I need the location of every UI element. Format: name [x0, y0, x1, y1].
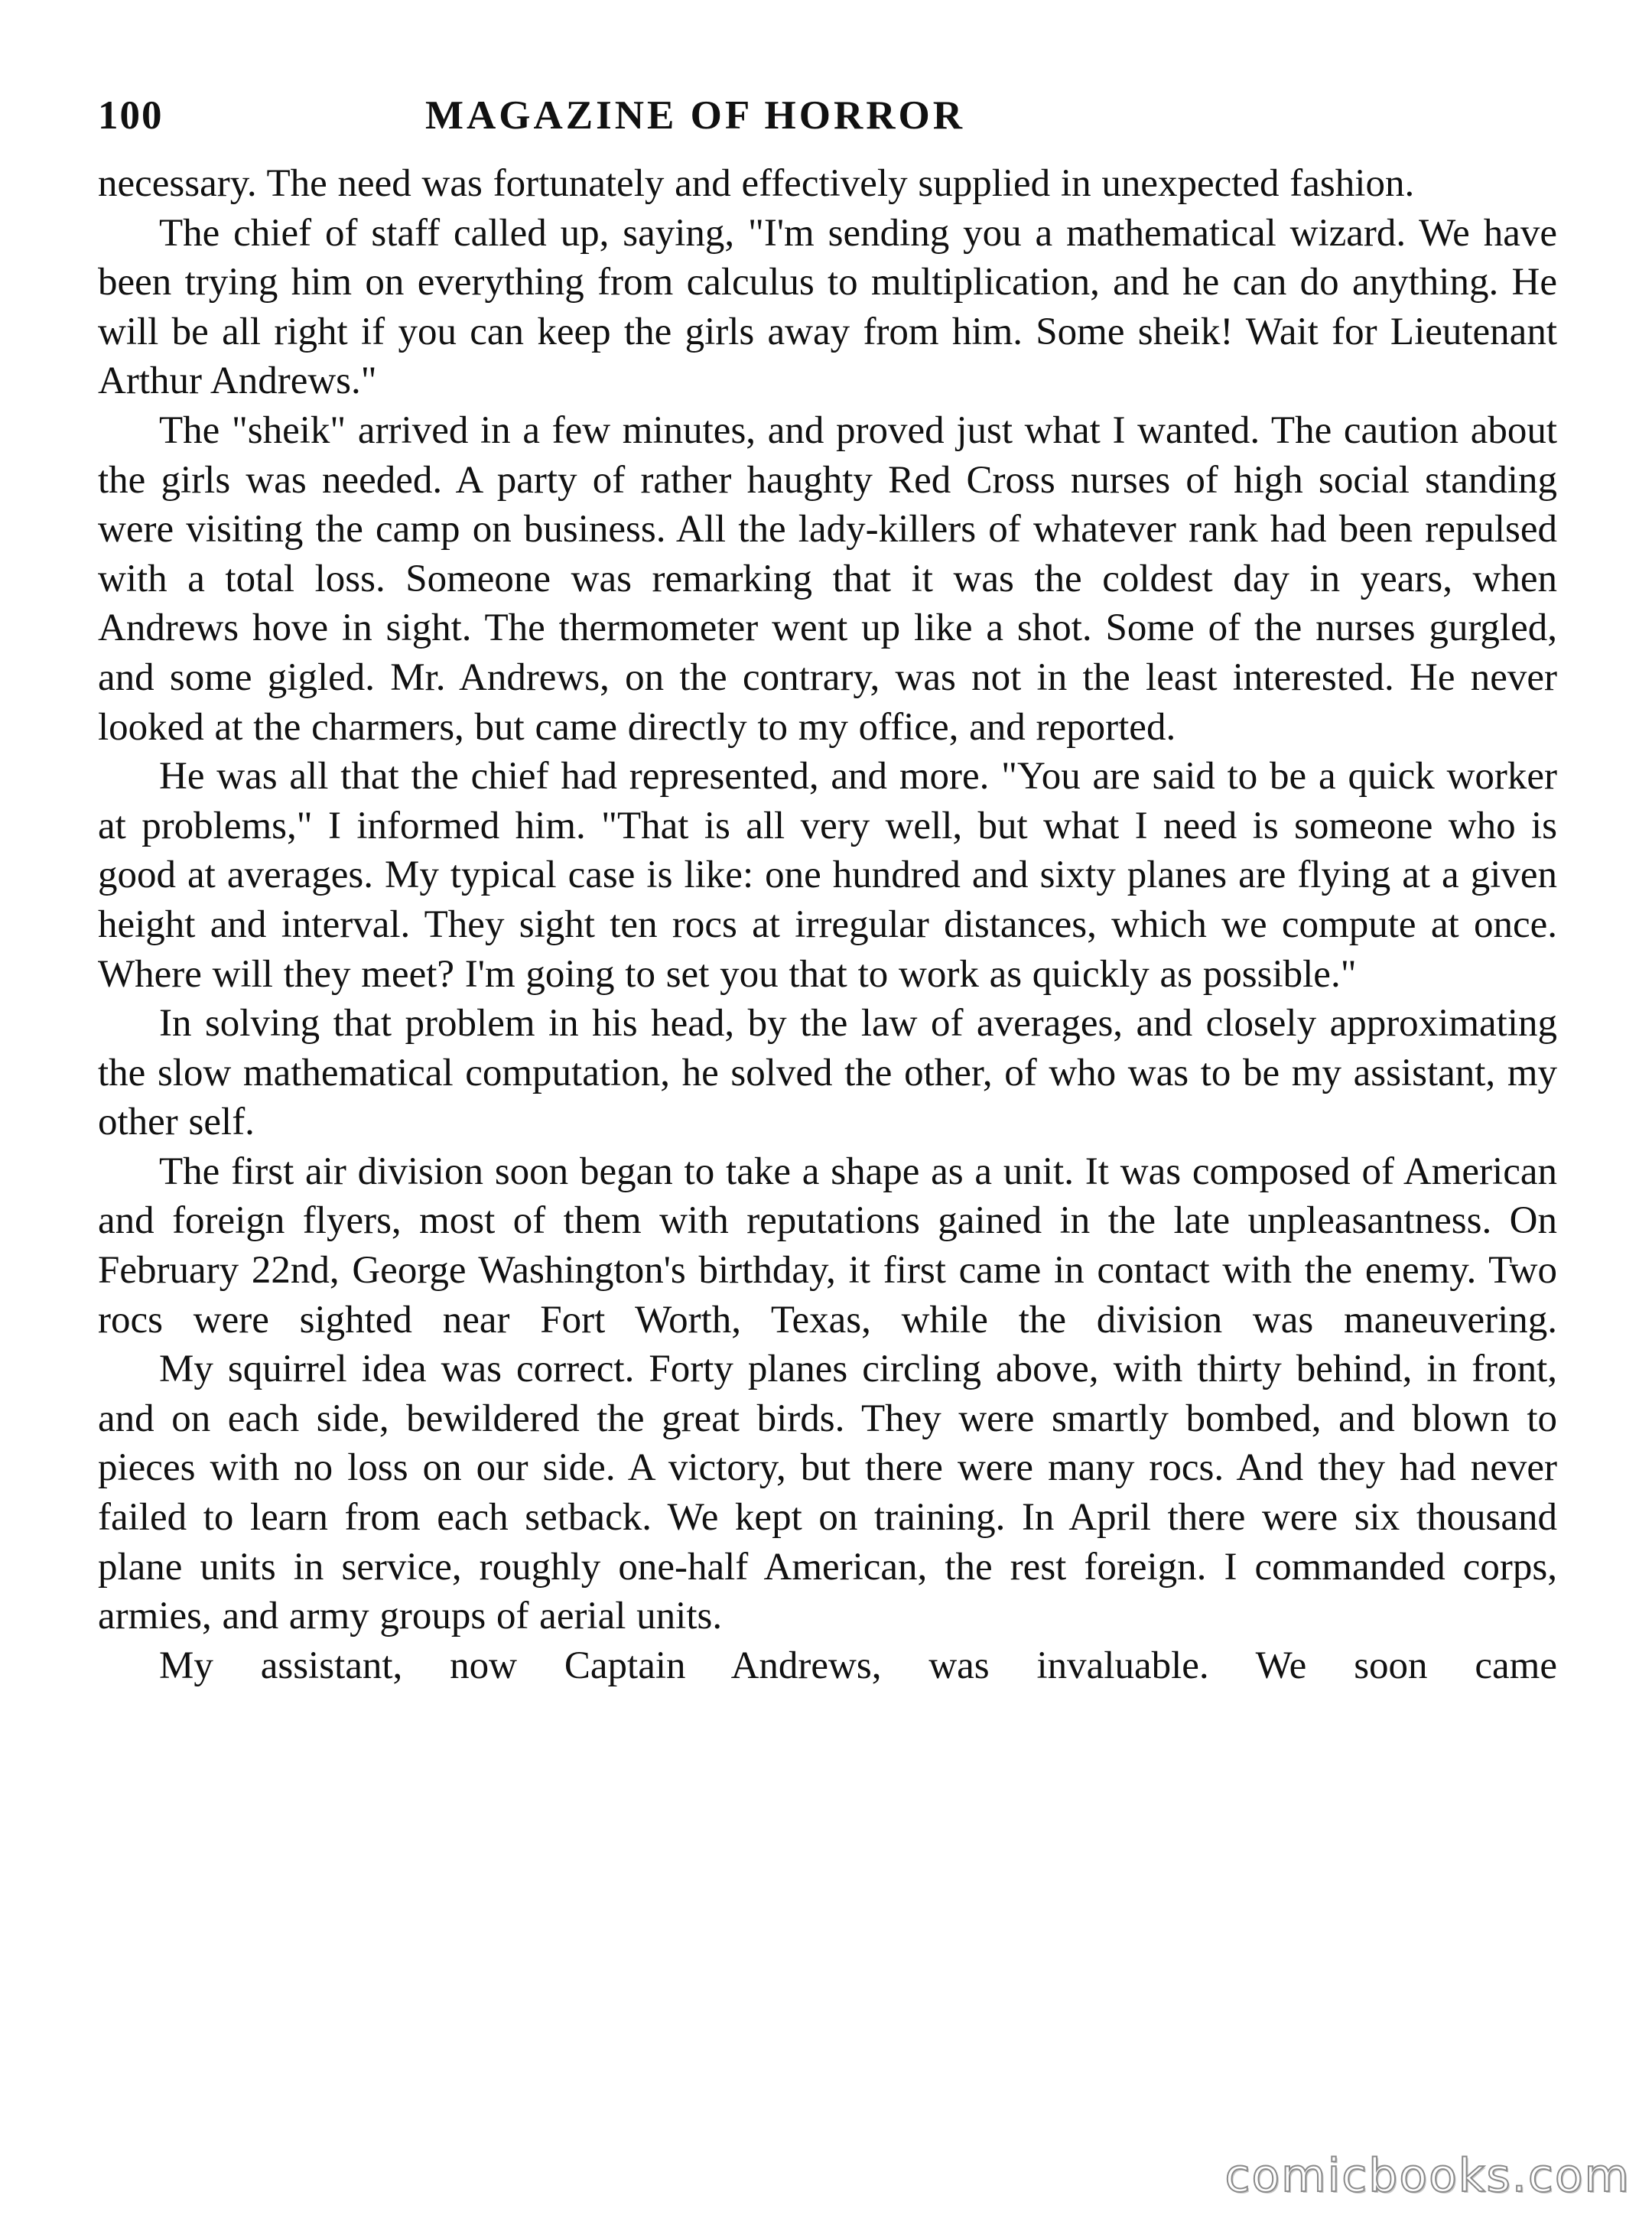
magazine-title: MAGAZINE OF HORROR [425, 93, 966, 138]
story-text [98, 159, 1557, 1690]
paragraph: The first air division soon began to take a shape as a unit. It was composed of American and foreign flyers, most of them with reputations gained in the late unpleasantness. On February 22nd, George Washington's birthday, it first came in contact with the enemy. Two rocs were sighted near Fort Worth, Texas, while the division was maneuvering. [98, 1150, 1557, 1342]
magazine-page [98, 83, 1557, 1690]
paragraph: He was all that the chief had represented, and more. "You are said to be a quick worker at problems," I informed him. "That is all very well, but what I need is someone who is good at averages. My typical case is like: one hundred and sixty planes are flying at a given height and interval. They sight ten rocs at irregular distances, which we compute at once. Where will they meet? I'm going to set you that to work as quickly as possible." [98, 755, 1557, 996]
page-number: 100 [98, 93, 164, 138]
paragraph: The chief of staff called up, saying, "I'm sending you a mathematical wizard. We have been trying him on everything from calculus to multiplication, and he can do anything. He will be all right if you can keep the girls away from him. Some sheik! Wait for Lieutenant Arthur Andrews." [98, 211, 1557, 403]
paragraph: necessary. The need was fortunately and effectively supplied in unexpected fashion. [98, 162, 1415, 205]
watermark-logo: comicbooks.com [1224, 2149, 1631, 2203]
paragraph: My assistant, now Captain Andrews, was invaluable. We soon came [159, 1644, 1557, 1687]
page-header [98, 83, 1557, 159]
paragraph: The "sheik" arrived in a few minutes, and proved just what I wanted. The caution about the girls was needed. A party of rather haughty Red Cross nurses of high social standing were visiting the camp on business. All the lady-killers of whatever rank had been repulsed with a total loss. Someone was remarking that it was the coldest day in years, when Andrews hove in sight. The thermometer went up like a shot. Some of the nurses gurgled, and some gigled. Mr. Andrews, on the contrary, was not in the least interested. He never looked at the charmers, but came directly to my office, and reported. [98, 408, 1557, 749]
paragraph: My squirrel idea was correct. Forty planes circling above, with thirty behind, in front, and on each side, bewildered the great birds. They were smartly bombed, and blown to pieces with no loss on our side. A victory, but there were many rocs. And they had never failed to learn from each setback. We kept on training. In April there were six thousand plane units in service, roughly one-half American, the rest foreign. I commanded corps, armies, and army groups of aerial units. [98, 1348, 1557, 1638]
paragraph: In solving that problem in his head, by the law of averages, and closely approximating the slow mathematical computation, he solved the other, of who was to be my assistant, my other self. [98, 1002, 1557, 1144]
